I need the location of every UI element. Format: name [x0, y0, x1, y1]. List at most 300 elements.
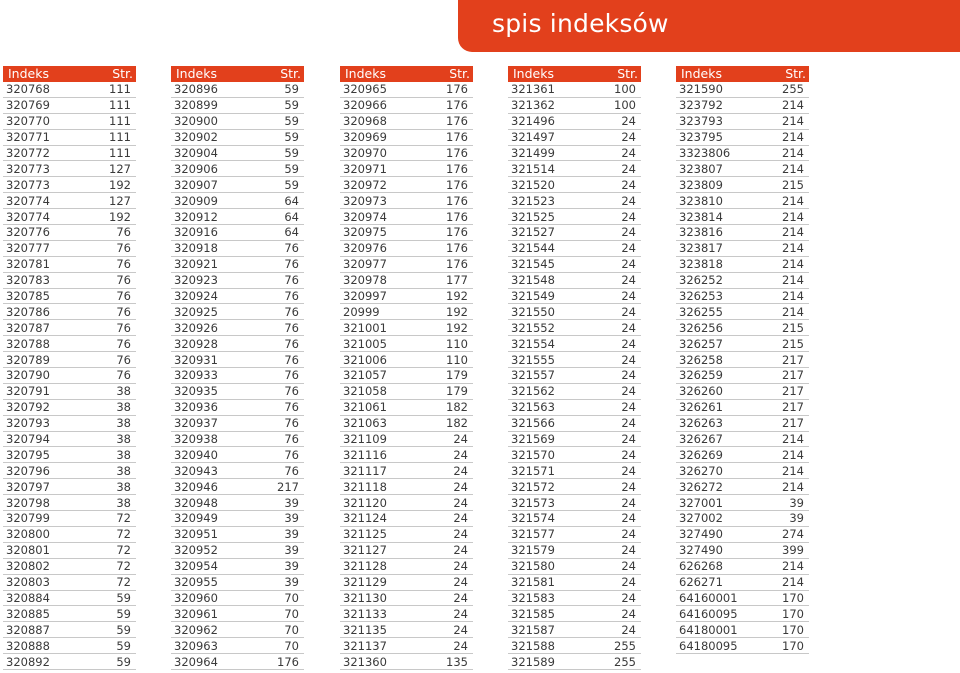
- page-number: 24: [621, 146, 636, 160]
- index-number: 320785: [6, 289, 50, 304]
- index-number: 320936: [174, 400, 218, 415]
- index-number: 320965: [343, 82, 387, 97]
- index-number: 320975: [343, 225, 387, 240]
- table-row: [508, 495, 641, 511]
- page-number: 111: [109, 130, 131, 145]
- header-page-label: Str.: [449, 66, 470, 81]
- index-number: 321523: [511, 193, 555, 208]
- table-row: [340, 114, 473, 130]
- index-number: 323809: [679, 177, 723, 192]
- page-number: 24: [453, 622, 468, 637]
- page-number: 76: [284, 336, 299, 351]
- table-row: [3, 161, 136, 177]
- table-row: [171, 495, 304, 511]
- page-number: 255: [782, 82, 804, 97]
- page-number: 214: [782, 130, 804, 145]
- page-number: 176: [446, 161, 468, 176]
- index-number: 320946: [174, 479, 218, 494]
- table-row: [171, 416, 304, 432]
- page-number: 217: [782, 384, 804, 399]
- page-number: 59: [284, 177, 299, 192]
- index-number: 321545: [511, 257, 555, 272]
- index-number: 321587: [511, 622, 555, 637]
- page-number: 70: [284, 622, 299, 637]
- page-number: 76: [284, 257, 299, 272]
- page-number: 176: [446, 241, 468, 256]
- page-number: 76: [284, 400, 299, 415]
- table-row: [3, 432, 136, 448]
- index-number: 321129: [343, 575, 387, 590]
- index-number: 321589: [511, 654, 555, 669]
- index-number: 320909: [174, 193, 218, 208]
- page-number: 38: [116, 400, 131, 415]
- index-number: 323817: [679, 241, 723, 256]
- index-number: 320943: [174, 463, 218, 478]
- page-number: 214: [782, 98, 804, 113]
- index-number: 320801: [6, 543, 50, 558]
- page-number: 100: [614, 98, 636, 113]
- page-number: 70: [284, 590, 299, 605]
- index-number: 321130: [343, 590, 387, 605]
- page-number: 24: [621, 479, 636, 494]
- table-row: [171, 336, 304, 352]
- index-number: 321117: [343, 463, 387, 478]
- table-row: [3, 304, 136, 320]
- page-number: 24: [453, 527, 468, 542]
- table-row: [3, 527, 136, 543]
- page-number: 24: [453, 590, 468, 605]
- table-row: [3, 463, 136, 479]
- page-number: 39: [284, 511, 299, 526]
- page-number: 182: [446, 400, 468, 415]
- index-number: 320926: [174, 320, 218, 335]
- page-number: 38: [116, 384, 131, 399]
- index-number: 320896: [174, 82, 218, 97]
- table-row: [340, 543, 473, 559]
- table-row: [508, 654, 641, 670]
- page-number: 38: [116, 416, 131, 431]
- page-number: 59: [116, 590, 131, 605]
- table-row: [3, 193, 136, 209]
- column-header: [508, 66, 641, 82]
- table-row: [508, 352, 641, 368]
- table-row: [171, 146, 304, 162]
- index-number: 320952: [174, 543, 218, 558]
- table-row: [508, 289, 641, 305]
- table-row: [171, 304, 304, 320]
- index-number: 320884: [6, 590, 50, 605]
- table-row: [340, 320, 473, 336]
- table-row: [340, 559, 473, 575]
- page-number: 24: [621, 241, 636, 256]
- index-number: 321555: [511, 352, 555, 367]
- table-row: [340, 384, 473, 400]
- table-row: [676, 606, 809, 622]
- index-number: 320798: [6, 495, 50, 510]
- page-number: 214: [782, 257, 804, 272]
- page-number: 76: [116, 273, 131, 288]
- table-row: [508, 241, 641, 257]
- header-index-label: Indeks: [176, 66, 217, 81]
- page-number: 170: [782, 638, 804, 653]
- page-number: 72: [116, 543, 131, 558]
- index-number: 320969: [343, 130, 387, 145]
- index-number: 320960: [174, 590, 218, 605]
- index-number: 323818: [679, 257, 723, 272]
- index-number: 323816: [679, 225, 723, 240]
- table-row: [3, 559, 136, 575]
- table-row: [171, 606, 304, 622]
- page-number: 24: [621, 114, 636, 129]
- page-number: 76: [284, 289, 299, 304]
- table-row: [676, 146, 809, 162]
- page-number: 24: [621, 400, 636, 415]
- page-number: 255: [614, 654, 636, 669]
- table-row: [508, 336, 641, 352]
- page-number: 24: [453, 511, 468, 526]
- table-row: [340, 400, 473, 416]
- table-row: [676, 177, 809, 193]
- table-row: [676, 273, 809, 289]
- page-number: 76: [116, 225, 131, 240]
- page-number: 214: [782, 114, 804, 129]
- index-column: [3, 66, 136, 670]
- index-number: 320968: [343, 114, 387, 129]
- page-number: 24: [621, 527, 636, 542]
- page-number: 59: [284, 82, 299, 97]
- table-row: [340, 416, 473, 432]
- page-number: 111: [109, 146, 131, 160]
- index-number: 321061: [343, 400, 387, 415]
- table-row: [676, 416, 809, 432]
- header-page-label: Str.: [785, 66, 806, 81]
- page-number: 76: [116, 352, 131, 367]
- index-number: 320771: [6, 130, 50, 145]
- index-number: 320794: [6, 432, 50, 447]
- page-number: 214: [782, 479, 804, 494]
- index-number: 320916: [174, 225, 218, 240]
- table-row: [340, 606, 473, 622]
- table-row: [508, 559, 641, 575]
- index-number: 320800: [6, 527, 50, 542]
- index-number: 320924: [174, 289, 218, 304]
- page-number: 76: [284, 432, 299, 447]
- table-row: [508, 209, 641, 225]
- page-number: 76: [116, 241, 131, 256]
- index-number: 321585: [511, 606, 555, 621]
- index-number: 320789: [6, 352, 50, 367]
- table-row: [676, 161, 809, 177]
- table-row: [340, 575, 473, 591]
- table-row: [171, 177, 304, 193]
- table-row: [3, 447, 136, 463]
- table-row: [508, 304, 641, 320]
- table-row: [171, 193, 304, 209]
- header-page-label: Str.: [112, 66, 133, 81]
- table-row: [3, 591, 136, 607]
- page-number: 24: [621, 511, 636, 526]
- page-title: spis indeksów: [492, 9, 669, 38]
- index-number: 20999: [343, 304, 380, 319]
- table-row: [3, 336, 136, 352]
- index-number: 321127: [343, 543, 387, 558]
- index-number: 321562: [511, 384, 555, 399]
- page-number: 179: [446, 368, 468, 383]
- page-number: 76: [284, 241, 299, 256]
- index-number: 320793: [6, 416, 50, 431]
- page-number: 59: [284, 146, 299, 160]
- index-number: 326252: [679, 273, 723, 288]
- table-row: [340, 479, 473, 495]
- table-row: [171, 638, 304, 654]
- page-number: 24: [621, 320, 636, 335]
- index-number: 321362: [511, 98, 555, 113]
- index-number: 320772: [6, 146, 50, 160]
- page-number: 176: [446, 146, 468, 160]
- index-number: 321137: [343, 638, 387, 653]
- table-row: [340, 336, 473, 352]
- index-number: 320907: [174, 177, 218, 192]
- table-row: [676, 400, 809, 416]
- page-number: 176: [446, 130, 468, 145]
- page-number: 70: [284, 606, 299, 621]
- index-number: 321544: [511, 241, 555, 256]
- table-row: [171, 114, 304, 130]
- table-row: [340, 273, 473, 289]
- page-number: 179: [446, 384, 468, 399]
- index-number: 320792: [6, 400, 50, 415]
- table-row: [3, 638, 136, 654]
- index-number: 320888: [6, 638, 50, 653]
- table-row: [676, 368, 809, 384]
- index-number: 321570: [511, 447, 555, 462]
- index-number: 320970: [343, 146, 387, 160]
- index-number: 326261: [679, 400, 723, 415]
- index-number: 326255: [679, 304, 723, 319]
- index-number: 321577: [511, 527, 555, 542]
- page-number: 76: [284, 447, 299, 462]
- table-row: [676, 622, 809, 638]
- index-column: [171, 66, 304, 670]
- page-number: 24: [453, 606, 468, 621]
- page-number: 214: [782, 209, 804, 224]
- page-number: 170: [782, 622, 804, 637]
- index-number: 321580: [511, 559, 555, 574]
- table-row: [508, 606, 641, 622]
- table-row: [3, 273, 136, 289]
- index-number: 321361: [511, 82, 555, 97]
- index-number: 320966: [343, 98, 387, 113]
- page-number: 127: [109, 193, 131, 208]
- index-number: 320925: [174, 304, 218, 319]
- page-number: 177: [446, 273, 468, 288]
- table-row: [171, 591, 304, 607]
- index-number: 320949: [174, 511, 218, 526]
- index-number: 321550: [511, 304, 555, 319]
- index-number: 320955: [174, 575, 218, 590]
- table-row: [171, 400, 304, 416]
- page-number: 24: [621, 432, 636, 447]
- table-row: [508, 177, 641, 193]
- index-number: 323793: [679, 114, 723, 129]
- page-number: 24: [621, 575, 636, 590]
- page-number: 217: [782, 368, 804, 383]
- page-number: 24: [621, 336, 636, 351]
- index-number: 320974: [343, 209, 387, 224]
- page-number: 76: [116, 289, 131, 304]
- index-number: 320906: [174, 161, 218, 176]
- index-number: 321579: [511, 543, 555, 558]
- page-number: 111: [109, 98, 131, 113]
- index-number: 321525: [511, 209, 555, 224]
- table-row: [3, 416, 136, 432]
- table-row: [340, 432, 473, 448]
- table-row: [676, 543, 809, 559]
- index-number: 320921: [174, 257, 218, 272]
- table-row: [676, 241, 809, 257]
- table-row: [171, 559, 304, 575]
- table-row: [508, 622, 641, 638]
- page-number: 39: [284, 543, 299, 558]
- index-number: 326269: [679, 447, 723, 462]
- table-row: [340, 352, 473, 368]
- index-number: 323814: [679, 209, 723, 224]
- page-number: 38: [116, 479, 131, 494]
- table-row: [340, 368, 473, 384]
- page-number: 39: [284, 527, 299, 542]
- page-number: 59: [116, 622, 131, 637]
- table-row: [676, 384, 809, 400]
- table-row: [340, 304, 473, 320]
- page-number: 215: [782, 177, 804, 192]
- index-number: 327001: [679, 495, 723, 510]
- table-row: [340, 511, 473, 527]
- table-row: [171, 463, 304, 479]
- table-row: [676, 209, 809, 225]
- index-number: 321497: [511, 130, 555, 145]
- page-number: 274: [782, 527, 804, 542]
- index-number: 326263: [679, 416, 723, 431]
- page-number: 215: [782, 320, 804, 335]
- table-row: [508, 543, 641, 559]
- index-number: 320923: [174, 273, 218, 288]
- index-number: 320912: [174, 209, 218, 224]
- index-number: 320786: [6, 304, 50, 319]
- table-row: [3, 320, 136, 336]
- table-row: [676, 575, 809, 591]
- index-number: 321514: [511, 161, 555, 176]
- table-row: [340, 527, 473, 543]
- page-number: 76: [284, 463, 299, 478]
- page-number: 24: [453, 495, 468, 510]
- page-number: 176: [446, 177, 468, 192]
- page-number: 24: [621, 495, 636, 510]
- table-row: [3, 575, 136, 591]
- table-row: [508, 257, 641, 273]
- page-number: 214: [782, 304, 804, 319]
- table-row: [676, 82, 809, 98]
- index-number: 321057: [343, 368, 387, 383]
- index-number: 326256: [679, 320, 723, 335]
- table-row: [171, 82, 304, 98]
- index-number: 320795: [6, 447, 50, 462]
- table-row: [508, 479, 641, 495]
- index-number: 321563: [511, 400, 555, 415]
- page-number: 214: [782, 193, 804, 208]
- index-number: 320961: [174, 606, 218, 621]
- index-number: 320937: [174, 416, 218, 431]
- table-row: [171, 320, 304, 336]
- table-row: [171, 432, 304, 448]
- page-number: 170: [782, 590, 804, 605]
- page-number: 39: [284, 495, 299, 510]
- index-number: 326253: [679, 289, 723, 304]
- page-number: 76: [284, 368, 299, 383]
- page-number: 38: [116, 463, 131, 478]
- index-number: 323795: [679, 130, 723, 145]
- index-number: 320790: [6, 368, 50, 383]
- page-number: 24: [621, 273, 636, 288]
- table-row: [171, 273, 304, 289]
- table-row: [171, 622, 304, 638]
- page-number: 59: [116, 638, 131, 653]
- page-number: 214: [782, 289, 804, 304]
- page-number: 24: [621, 209, 636, 224]
- index-number: 626271: [679, 575, 723, 590]
- table-row: [3, 384, 136, 400]
- index-column: [340, 66, 473, 670]
- table-row: [508, 273, 641, 289]
- table-row: [508, 575, 641, 591]
- table-row: [340, 447, 473, 463]
- table-row: [340, 654, 473, 670]
- page-number: 24: [621, 590, 636, 605]
- page-number: 76: [116, 368, 131, 383]
- index-number: 321118: [343, 479, 387, 494]
- page-number: 176: [446, 209, 468, 224]
- table-row: [3, 209, 136, 225]
- index-number: 320773: [6, 177, 50, 192]
- index-number: 320900: [174, 114, 218, 129]
- table-row: [676, 98, 809, 114]
- page-number: 24: [621, 606, 636, 621]
- index-number: 320773: [6, 161, 50, 176]
- index-number: 326259: [679, 368, 723, 383]
- index-number: 321133: [343, 606, 387, 621]
- table-row: [508, 82, 641, 98]
- page-number: 214: [782, 273, 804, 288]
- index-number: 320948: [174, 495, 218, 510]
- table-row: [676, 225, 809, 241]
- table-row: [3, 225, 136, 241]
- table-row: [3, 82, 136, 98]
- page-number: 39: [284, 575, 299, 590]
- index-number: 321571: [511, 463, 555, 478]
- page-number: 214: [782, 432, 804, 447]
- index-number: 320918: [174, 241, 218, 256]
- index-number: 320935: [174, 384, 218, 399]
- page-number: 24: [621, 463, 636, 478]
- index-number: 321063: [343, 416, 387, 431]
- column-header: [171, 66, 304, 82]
- page-number: 192: [446, 289, 468, 304]
- page-number: 214: [782, 575, 804, 590]
- index-number: 326272: [679, 479, 723, 494]
- index-number: 327002: [679, 511, 723, 526]
- index-number: 321128: [343, 559, 387, 574]
- index-number: 320976: [343, 241, 387, 256]
- index-number: 320774: [6, 209, 50, 224]
